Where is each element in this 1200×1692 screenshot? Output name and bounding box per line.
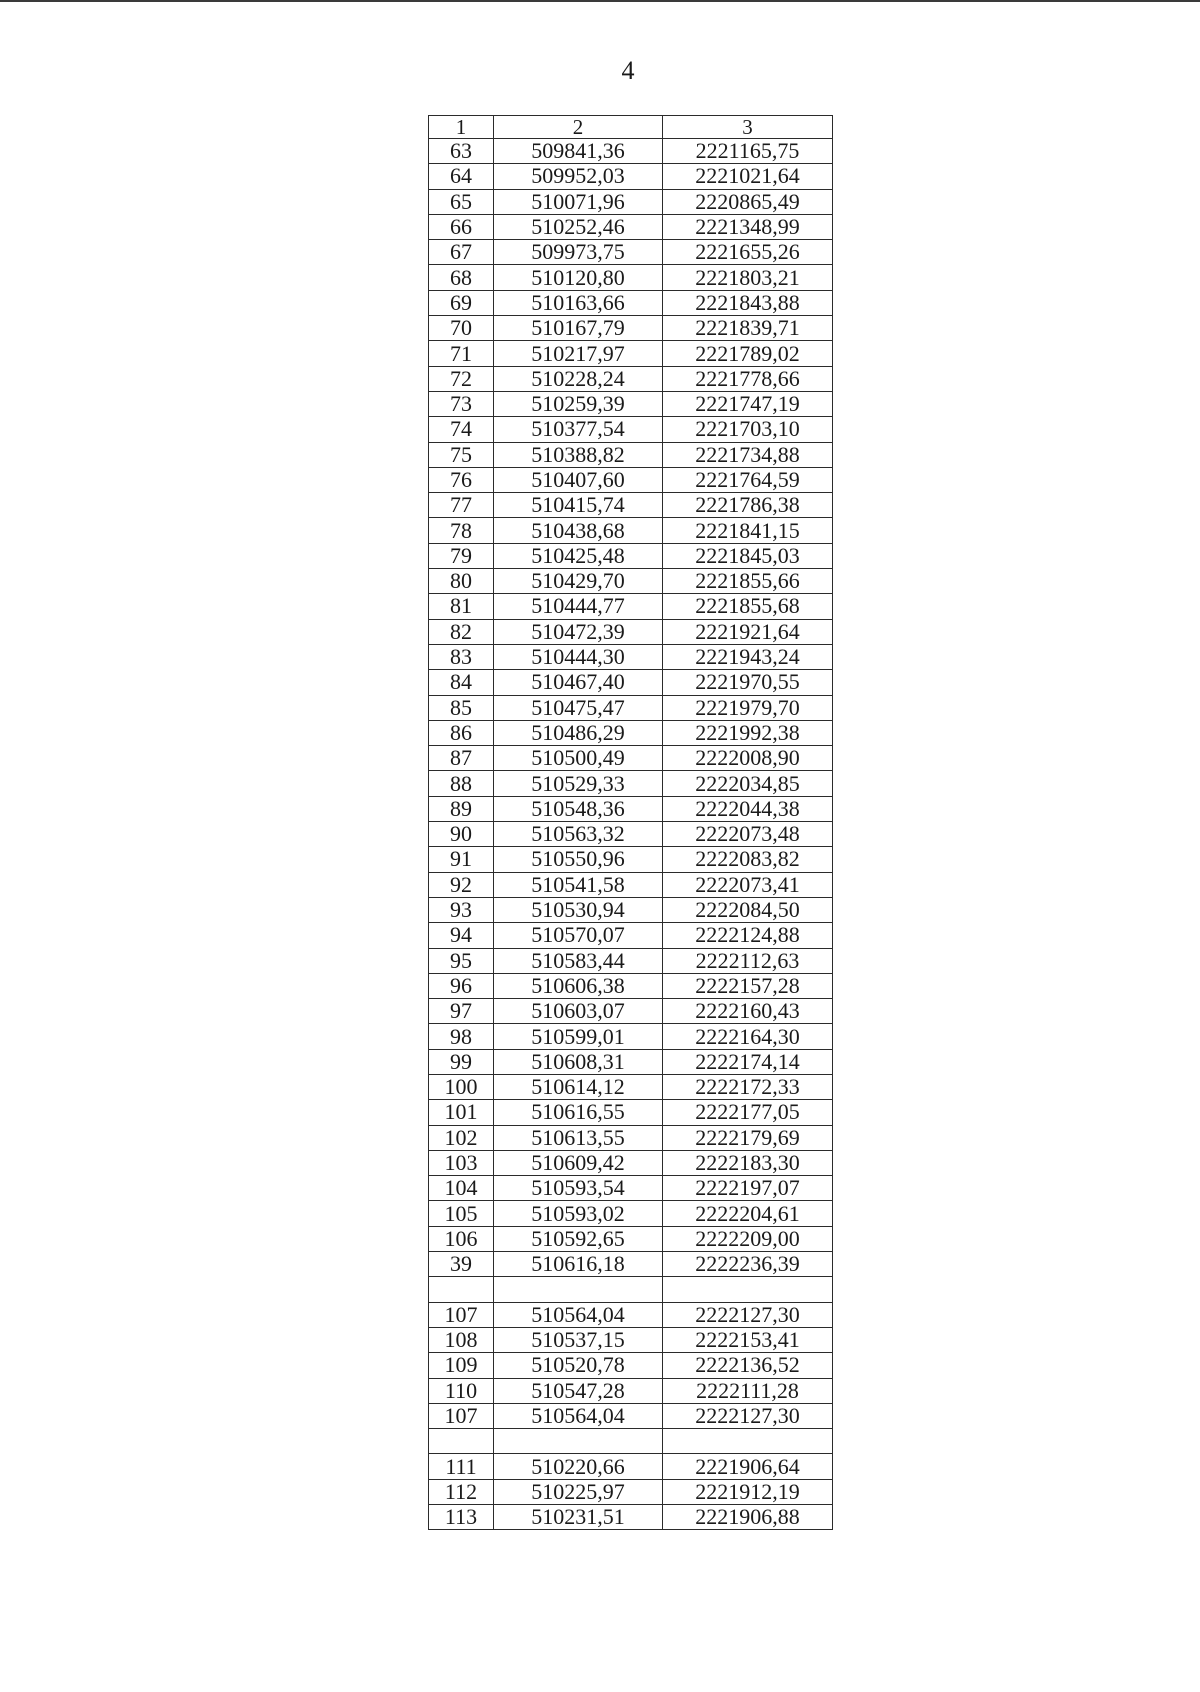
cell-point-number: 78 bbox=[429, 518, 494, 543]
cell-x-coordinate: 510220,66 bbox=[494, 1454, 663, 1479]
cell-x-coordinate: 510486,29 bbox=[494, 720, 663, 745]
cell-y-coordinate: 2221992,38 bbox=[663, 720, 833, 745]
cell-y-coordinate: 2222177,05 bbox=[663, 1100, 833, 1125]
cell-y-coordinate: 2221165,75 bbox=[663, 139, 833, 164]
cell-x-coordinate: 509952,03 bbox=[494, 164, 663, 189]
cell-point-number: 65 bbox=[429, 189, 494, 214]
table-row bbox=[429, 265, 833, 290]
cell-y-coordinate: 2222164,30 bbox=[663, 1024, 833, 1049]
cell-y-coordinate: 2222157,28 bbox=[663, 973, 833, 998]
cell-x-coordinate: 510163,66 bbox=[494, 290, 663, 315]
cell-x-coordinate bbox=[494, 1429, 663, 1454]
table-row bbox=[429, 1150, 833, 1175]
cell-point-number: 107 bbox=[429, 1403, 494, 1428]
cell-y-coordinate: 2222127,30 bbox=[663, 1403, 833, 1428]
cell-x-coordinate: 510564,04 bbox=[494, 1302, 663, 1327]
table-row bbox=[429, 923, 833, 948]
cell-x-coordinate: 510231,51 bbox=[494, 1505, 663, 1530]
cell-x-coordinate: 510472,39 bbox=[494, 619, 663, 644]
cell-y-coordinate: 2221845,03 bbox=[663, 543, 833, 568]
table-row bbox=[429, 822, 833, 847]
table-row bbox=[429, 139, 833, 164]
cell-y-coordinate: 2222127,30 bbox=[663, 1302, 833, 1327]
cell-point-number: 112 bbox=[429, 1479, 494, 1504]
cell-y-coordinate bbox=[663, 1429, 833, 1454]
cell-point-number: 91 bbox=[429, 847, 494, 872]
cell-point-number: 76 bbox=[429, 467, 494, 492]
table-row bbox=[429, 948, 833, 973]
cell-x-coordinate bbox=[494, 1277, 663, 1302]
cell-y-coordinate: 2222008,90 bbox=[663, 746, 833, 771]
table-row bbox=[429, 872, 833, 897]
cell-point-number: 72 bbox=[429, 366, 494, 391]
table-row bbox=[429, 316, 833, 341]
cell-y-coordinate: 2221906,88 bbox=[663, 1505, 833, 1530]
cell-x-coordinate: 510520,78 bbox=[494, 1353, 663, 1378]
table-row bbox=[429, 164, 833, 189]
cell-point-number: 93 bbox=[429, 897, 494, 922]
table-row bbox=[429, 1403, 833, 1428]
cell-point-number: 68 bbox=[429, 265, 494, 290]
cell-x-coordinate: 510616,55 bbox=[494, 1100, 663, 1125]
cell-y-coordinate: 2222197,07 bbox=[663, 1176, 833, 1201]
cell-x-coordinate: 510438,68 bbox=[494, 518, 663, 543]
cell-point-number: 63 bbox=[429, 139, 494, 164]
cell-y-coordinate: 2221348,99 bbox=[663, 214, 833, 239]
table-row bbox=[429, 189, 833, 214]
cell-point-number: 92 bbox=[429, 872, 494, 897]
cell-x-coordinate: 510429,70 bbox=[494, 569, 663, 594]
cell-x-coordinate: 510550,96 bbox=[494, 847, 663, 872]
table-row bbox=[429, 493, 833, 518]
cell-x-coordinate: 510599,01 bbox=[494, 1024, 663, 1049]
table-row bbox=[429, 746, 833, 771]
cell-point-number: 87 bbox=[429, 746, 494, 771]
cell-y-coordinate: 2222160,43 bbox=[663, 999, 833, 1024]
cell-point-number: 111 bbox=[429, 1454, 494, 1479]
cell-x-coordinate: 510071,96 bbox=[494, 189, 663, 214]
cell-y-coordinate: 2222073,48 bbox=[663, 822, 833, 847]
table-row bbox=[429, 999, 833, 1024]
cell-y-coordinate bbox=[663, 1277, 833, 1302]
cell-x-coordinate: 510570,07 bbox=[494, 923, 663, 948]
cell-x-coordinate: 510444,30 bbox=[494, 644, 663, 669]
cell-y-coordinate: 2221703,10 bbox=[663, 417, 833, 442]
cell-x-coordinate: 510537,15 bbox=[494, 1327, 663, 1352]
cell-x-coordinate: 510613,55 bbox=[494, 1125, 663, 1150]
table-row bbox=[429, 973, 833, 998]
cell-x-coordinate: 510547,28 bbox=[494, 1378, 663, 1403]
cell-x-coordinate: 510252,46 bbox=[494, 214, 663, 239]
cell-y-coordinate: 2220865,49 bbox=[663, 189, 833, 214]
table-row bbox=[429, 391, 833, 416]
cell-y-coordinate: 2222073,41 bbox=[663, 872, 833, 897]
table-row bbox=[429, 771, 833, 796]
cell-point-number: 113 bbox=[429, 1505, 494, 1530]
cell-point-number: 109 bbox=[429, 1353, 494, 1378]
cell-y-coordinate: 2221855,66 bbox=[663, 569, 833, 594]
table-row bbox=[429, 1100, 833, 1125]
cell-x-coordinate: 509841,36 bbox=[494, 139, 663, 164]
cell-x-coordinate: 510377,54 bbox=[494, 417, 663, 442]
table-row bbox=[429, 897, 833, 922]
cell-point-number: 82 bbox=[429, 619, 494, 644]
cell-x-coordinate: 510475,47 bbox=[494, 695, 663, 720]
cell-y-coordinate: 2221764,59 bbox=[663, 467, 833, 492]
cell-x-coordinate: 510603,07 bbox=[494, 999, 663, 1024]
cell-x-coordinate: 510500,49 bbox=[494, 746, 663, 771]
cell-x-coordinate: 510225,97 bbox=[494, 1479, 663, 1504]
table-row bbox=[429, 366, 833, 391]
cell-point-number: 39 bbox=[429, 1252, 494, 1277]
cell-x-coordinate: 510388,82 bbox=[494, 442, 663, 467]
cell-point-number: 84 bbox=[429, 670, 494, 695]
cell-point-number: 79 bbox=[429, 543, 494, 568]
column-header-point-number: 1 bbox=[429, 116, 494, 139]
cell-point-number: 104 bbox=[429, 1176, 494, 1201]
cell-x-coordinate: 510548,36 bbox=[494, 796, 663, 821]
cell-y-coordinate: 2222136,52 bbox=[663, 1353, 833, 1378]
table-row bbox=[429, 290, 833, 315]
cell-point-number: 89 bbox=[429, 796, 494, 821]
cell-y-coordinate: 2221979,70 bbox=[663, 695, 833, 720]
cell-point-number: 100 bbox=[429, 1074, 494, 1099]
cell-point-number: 99 bbox=[429, 1049, 494, 1074]
table-row bbox=[429, 1277, 833, 1302]
cell-x-coordinate: 510415,74 bbox=[494, 493, 663, 518]
cell-x-coordinate: 510593,54 bbox=[494, 1176, 663, 1201]
cell-x-coordinate: 510217,97 bbox=[494, 341, 663, 366]
cell-point-number: 98 bbox=[429, 1024, 494, 1049]
cell-x-coordinate: 510583,44 bbox=[494, 948, 663, 973]
cell-y-coordinate: 2222183,30 bbox=[663, 1150, 833, 1175]
cell-point-number: 71 bbox=[429, 341, 494, 366]
cell-point-number: 96 bbox=[429, 973, 494, 998]
page-number: 4 bbox=[621, 56, 635, 85]
table-row bbox=[429, 1226, 833, 1251]
cell-point-number: 66 bbox=[429, 214, 494, 239]
cell-point-number: 77 bbox=[429, 493, 494, 518]
table-row bbox=[429, 619, 833, 644]
cell-point-number bbox=[429, 1277, 494, 1302]
table-row bbox=[429, 720, 833, 745]
cell-point-number: 85 bbox=[429, 695, 494, 720]
cell-y-coordinate: 2221912,19 bbox=[663, 1479, 833, 1504]
table-row bbox=[429, 518, 833, 543]
cell-point-number: 95 bbox=[429, 948, 494, 973]
cell-y-coordinate: 2221921,64 bbox=[663, 619, 833, 644]
table-row bbox=[429, 644, 833, 669]
cell-x-coordinate: 510606,38 bbox=[494, 973, 663, 998]
cell-y-coordinate: 2221747,19 bbox=[663, 391, 833, 416]
cell-y-coordinate: 2221943,24 bbox=[663, 644, 833, 669]
table-row bbox=[429, 1049, 833, 1074]
cell-y-coordinate: 2222111,28 bbox=[663, 1378, 833, 1403]
table-row bbox=[429, 1201, 833, 1226]
table-row bbox=[429, 1353, 833, 1378]
cell-point-number: 90 bbox=[429, 822, 494, 847]
column-header-y: 3 bbox=[663, 116, 833, 139]
cell-point-number: 105 bbox=[429, 1201, 494, 1226]
table-row bbox=[429, 214, 833, 239]
table-row bbox=[429, 1505, 833, 1530]
cell-point-number: 80 bbox=[429, 569, 494, 594]
cell-y-coordinate: 2221789,02 bbox=[663, 341, 833, 366]
cell-x-coordinate: 510228,24 bbox=[494, 366, 663, 391]
cell-x-coordinate: 510529,33 bbox=[494, 771, 663, 796]
cell-y-coordinate: 2222034,85 bbox=[663, 771, 833, 796]
table-row bbox=[429, 569, 833, 594]
cell-x-coordinate: 510425,48 bbox=[494, 543, 663, 568]
page-top-border bbox=[0, 0, 1200, 2]
table-row bbox=[429, 1176, 833, 1201]
cell-point-number: 103 bbox=[429, 1150, 494, 1175]
cell-y-coordinate: 2222204,61 bbox=[663, 1201, 833, 1226]
table-row bbox=[429, 594, 833, 619]
table-row bbox=[429, 240, 833, 265]
cell-y-coordinate: 2221839,71 bbox=[663, 316, 833, 341]
cell-x-coordinate: 510120,80 bbox=[494, 265, 663, 290]
cell-x-coordinate: 510167,79 bbox=[494, 316, 663, 341]
table-row bbox=[429, 467, 833, 492]
cell-point-number bbox=[429, 1429, 494, 1454]
cell-point-number: 74 bbox=[429, 417, 494, 442]
cell-point-number: 69 bbox=[429, 290, 494, 315]
cell-y-coordinate: 2222044,38 bbox=[663, 796, 833, 821]
cell-y-coordinate: 2221734,88 bbox=[663, 442, 833, 467]
cell-y-coordinate: 2222124,88 bbox=[663, 923, 833, 948]
table-row bbox=[429, 341, 833, 366]
cell-x-coordinate: 510259,39 bbox=[494, 391, 663, 416]
cell-y-coordinate: 2222083,82 bbox=[663, 847, 833, 872]
cell-point-number: 94 bbox=[429, 923, 494, 948]
table-row bbox=[429, 543, 833, 568]
table-row bbox=[429, 847, 833, 872]
cell-y-coordinate: 2221843,88 bbox=[663, 290, 833, 315]
cell-y-coordinate: 2221778,66 bbox=[663, 366, 833, 391]
cell-y-coordinate: 2221906,64 bbox=[663, 1454, 833, 1479]
table-body bbox=[429, 139, 833, 1530]
table-row bbox=[429, 417, 833, 442]
cell-x-coordinate: 510530,94 bbox=[494, 897, 663, 922]
cell-x-coordinate: 510467,40 bbox=[494, 670, 663, 695]
cell-y-coordinate: 2222172,33 bbox=[663, 1074, 833, 1099]
table-row bbox=[429, 1429, 833, 1454]
cell-point-number: 88 bbox=[429, 771, 494, 796]
cell-point-number: 75 bbox=[429, 442, 494, 467]
coordinates-table bbox=[428, 115, 833, 1530]
cell-point-number: 86 bbox=[429, 720, 494, 745]
cell-point-number: 81 bbox=[429, 594, 494, 619]
cell-x-coordinate: 510444,77 bbox=[494, 594, 663, 619]
cell-point-number: 102 bbox=[429, 1125, 494, 1150]
table-row bbox=[429, 1327, 833, 1352]
cell-y-coordinate: 2222179,69 bbox=[663, 1125, 833, 1150]
cell-y-coordinate: 2221855,68 bbox=[663, 594, 833, 619]
cell-x-coordinate: 510541,58 bbox=[494, 872, 663, 897]
cell-point-number: 110 bbox=[429, 1378, 494, 1403]
cell-x-coordinate: 510616,18 bbox=[494, 1252, 663, 1277]
cell-y-coordinate: 2221841,15 bbox=[663, 518, 833, 543]
table-row bbox=[429, 442, 833, 467]
cell-point-number: 83 bbox=[429, 644, 494, 669]
cell-point-number: 70 bbox=[429, 316, 494, 341]
cell-x-coordinate: 510563,32 bbox=[494, 822, 663, 847]
cell-x-coordinate: 509973,75 bbox=[494, 240, 663, 265]
cell-point-number: 64 bbox=[429, 164, 494, 189]
table-row bbox=[429, 1479, 833, 1504]
table-row bbox=[429, 1378, 833, 1403]
cell-point-number: 101 bbox=[429, 1100, 494, 1125]
cell-point-number: 73 bbox=[429, 391, 494, 416]
cell-y-coordinate: 2222236,39 bbox=[663, 1252, 833, 1277]
cell-point-number: 106 bbox=[429, 1226, 494, 1251]
cell-y-coordinate: 2221655,26 bbox=[663, 240, 833, 265]
cell-x-coordinate: 510608,31 bbox=[494, 1049, 663, 1074]
cell-x-coordinate: 510593,02 bbox=[494, 1201, 663, 1226]
cell-point-number: 108 bbox=[429, 1327, 494, 1352]
table-header-row bbox=[429, 116, 833, 139]
cell-y-coordinate: 2222174,14 bbox=[663, 1049, 833, 1074]
cell-point-number: 107 bbox=[429, 1302, 494, 1327]
cell-x-coordinate: 510564,04 bbox=[494, 1403, 663, 1428]
cell-point-number: 97 bbox=[429, 999, 494, 1024]
cell-x-coordinate: 510614,12 bbox=[494, 1074, 663, 1099]
cell-x-coordinate: 510609,42 bbox=[494, 1150, 663, 1175]
table-row bbox=[429, 1074, 833, 1099]
cell-y-coordinate: 2222209,00 bbox=[663, 1226, 833, 1251]
cell-point-number: 67 bbox=[429, 240, 494, 265]
cell-y-coordinate: 2222112,63 bbox=[663, 948, 833, 973]
table-row bbox=[429, 1024, 833, 1049]
table-row bbox=[429, 670, 833, 695]
cell-y-coordinate: 2221803,21 bbox=[663, 265, 833, 290]
cell-y-coordinate: 2221970,55 bbox=[663, 670, 833, 695]
column-header-x: 2 bbox=[494, 116, 663, 139]
cell-y-coordinate: 2221021,64 bbox=[663, 164, 833, 189]
table-row bbox=[429, 1125, 833, 1150]
table-row bbox=[429, 695, 833, 720]
cell-y-coordinate: 2222084,50 bbox=[663, 897, 833, 922]
table-row bbox=[429, 1252, 833, 1277]
table-row bbox=[429, 1454, 833, 1479]
cell-y-coordinate: 2222153,41 bbox=[663, 1327, 833, 1352]
table-row bbox=[429, 796, 833, 821]
table-row bbox=[429, 1302, 833, 1327]
cell-y-coordinate: 2221786,38 bbox=[663, 493, 833, 518]
cell-x-coordinate: 510592,65 bbox=[494, 1226, 663, 1251]
cell-x-coordinate: 510407,60 bbox=[494, 467, 663, 492]
